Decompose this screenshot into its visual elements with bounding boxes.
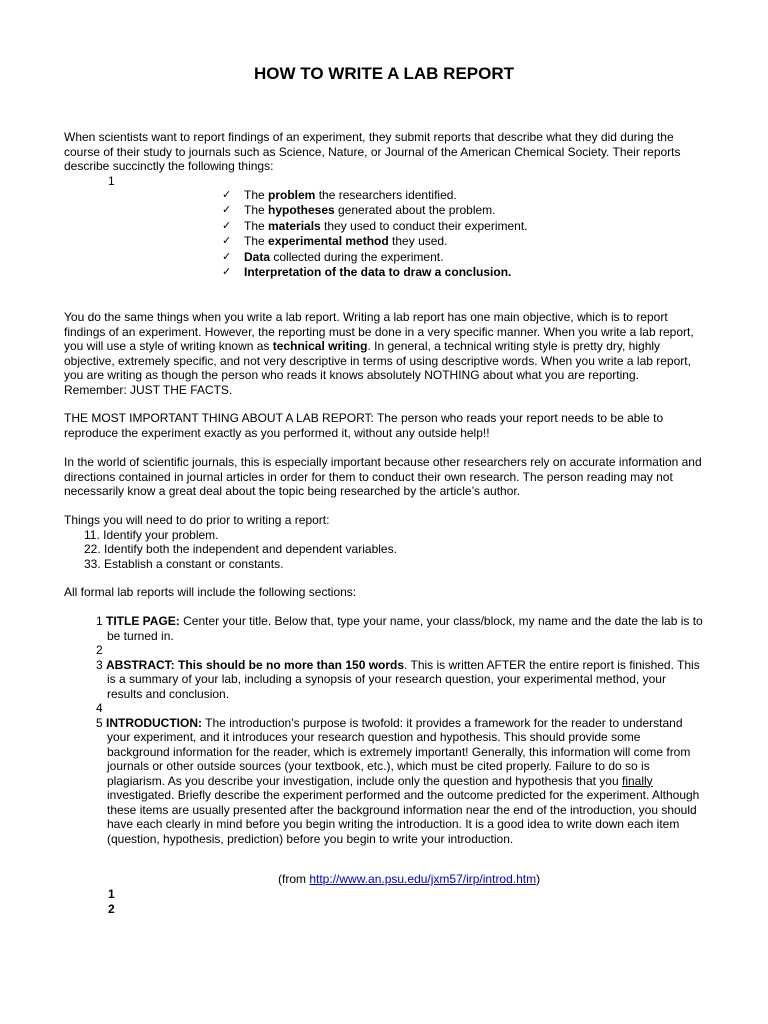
checklist-item: ✓ Interpretation of the data to draw a conclusion. [222,264,512,279]
list-item: 33. Establish a constant or constants. [84,556,284,571]
check-icon: ✓ [222,264,232,278]
section-title-page: 1 TITLE PAGE: Center your title. Below that, type your name, your class/block, my name and the date the lab is to be turned in. [96,614,703,643]
most-important-paragraph: THE MOST IMPORTANT THING ABOUT A LAB REPORT: The person who reads your report needs to be able to reproduce the experiment exactly as you performed it, without any outside help!! [64,411,664,440]
checklist-item: ✓ Data collected during the experiment. [222,249,444,264]
technical-writing-paragraph: You do the same things when you write a lab report. Writing a lab report has one main objective, which is to report findings of an experiment. However, the reporting must be done in a very specific manner. When you write a lab report, you will use a style of writing known as technical writing. In general, a technical writing style is pretty dry, highly objective, extremely specific, and not very descriptive in terms of using descriptive words. When you write a lab report, you are writing as though the person who reads it knows absolutely NOTHING about what you are reporting. Remember: JUST THE FACTS. [64,310,694,397]
list-item: 22. Identify both the independent and dependent variables. [84,542,397,556]
trailing-number-1: 1 [108,887,115,901]
section-blank: 4 [96,701,103,715]
check-icon: ✓ [222,249,232,263]
prior-steps [64,513,704,571]
checklist-item: ✓ The hypotheses generated about the problem. [222,203,496,218]
intro-paragraph: When scientists want to report findings of an experiment, they submit reports that describe what they did during the course of their study to journals such as Science, Nature, or Journal of the American Chemical Society. Their reports describe succinctly the following things: [64,130,681,173]
sections-heading: All formal lab reports will include the following sections: [64,585,357,599]
checklist-item: ✓ The experimental method they used. [222,234,448,249]
prior-list [64,528,704,572]
sections-list [64,614,704,846]
stray-number: 1 [108,174,115,188]
page-title: HOW TO WRITE A LAB REPORT [253,64,515,83]
source-citation: (from http://www.an.psu.edu/jxm57/irp/introd.htm) [278,872,541,886]
check-icon: ✓ [222,188,232,201]
section-introduction: 5 INTRODUCTION: The introduction’s purpose is twofold: it provides a framework for the reader to understand your experiment, and it introduces your research question and hypothesis. This should provide some background information for the reader, which is extremely important! Generally, this information will come from journals or other outside sources (your textbook, etc.), which must be cited properly. Failure to do so is plagiarism. As you describe your investigation, include only the question and hypothesis that you finally investigated. Briefly describe the experiment performed and the outcome predicted for the experiment. Although these items are usually presented after the background information near the end of the introduction, you should have each clearly in mind before you begin writing the introduction. It is a good idea to write down each item (question, hypothesis, prediction) before you begin to write your introduction. [96,715,700,846]
source-link[interactable]: http://www.an.psu.edu/jxm57/irp/introd.htm [309,872,537,886]
checklist-item: ✓ The materials they used to conduct their experiment. [222,218,528,233]
scientific-journals-paragraph: In the world of scientific journals, this is especially important because other researchers rely on accurate information and directions contained in journal articles in order for them to conduct their own research. The person reading may not necessarily know a great deal about the topic being researched by the article’s author. [64,455,702,498]
prior-heading: Things you will need to do prior to writing a report: [64,513,330,527]
trailing-number-2: 2 [108,902,115,916]
check-icon: ✓ [222,218,232,232]
section-abstract: 3 ABSTRACT: This should be no more than 150 words. This is written AFTER the entire report is finished. This is a summary of your lab, including a synopsis of your research question, your experimental method, your results and conclusion. [96,657,700,701]
checklist [222,188,528,280]
section-blank: 2 [96,643,103,657]
list-item: 11. Identify your problem. [84,527,219,542]
check-icon: ✓ [222,203,232,217]
check-icon: ✓ [222,234,232,248]
checklist-item: ✓ The problem the researchers identified. [222,188,457,202]
